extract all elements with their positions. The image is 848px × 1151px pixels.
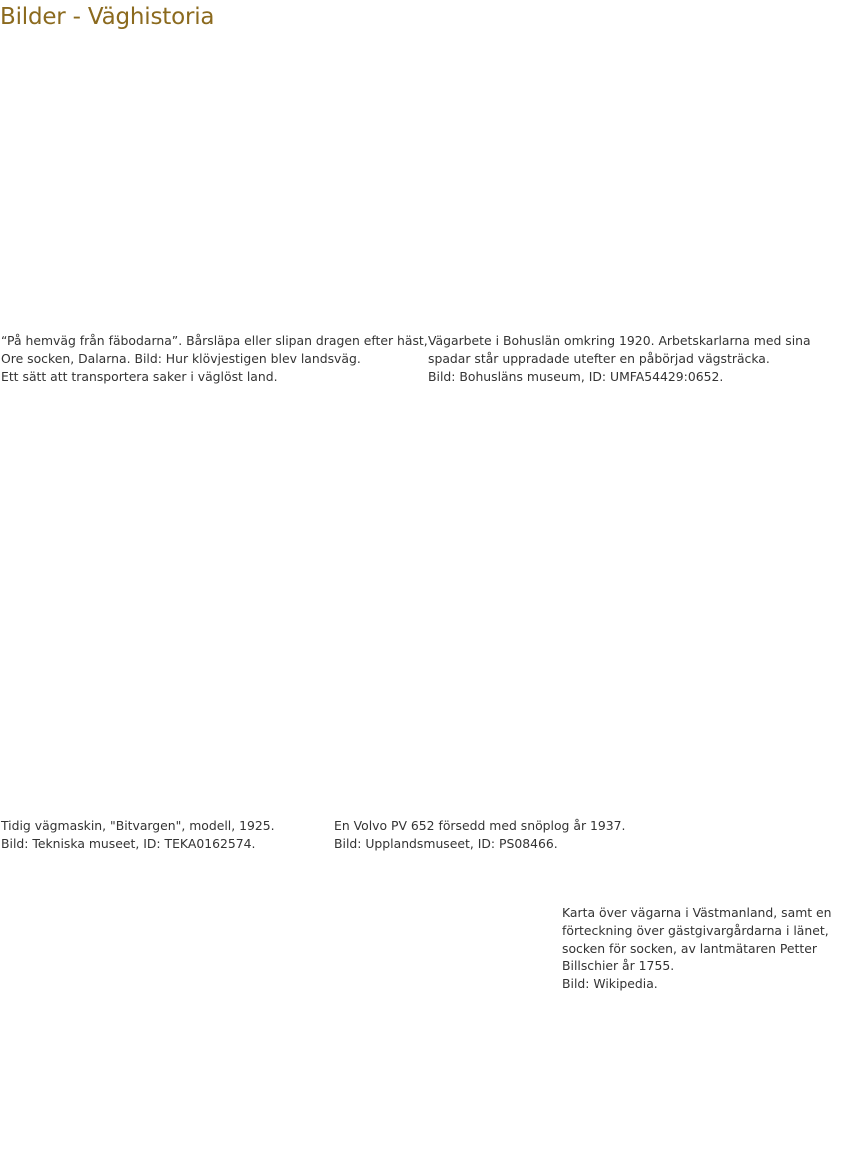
caption-line: Bild: Bohusläns museum, ID: UMFA54429:0652. [428, 368, 724, 384]
map-vastmanland [0, 870, 545, 1140]
caption-line: Bild: Tekniska museet, ID: TEKA0162574. [1, 835, 256, 851]
caption-vagarbete-bohuslan [428, 332, 838, 385]
caption-line: Ett sätt att transportera saker i väglöst land. [1, 368, 278, 384]
caption-line: Tidig vägmaskin, "Bitvargen", modell, 1925. [1, 818, 275, 833]
caption-line: spadar står uppradade utefter en påbörjad vägsträcka. [428, 350, 770, 366]
caption-volvo-snoplog [334, 817, 654, 853]
caption-line: Karta över vägarna i Västmanland, samt en [562, 905, 832, 920]
caption-line: Ore socken, Dalarna. Bild: Hur klövjestigen blev landsväg. [1, 350, 361, 366]
caption-line: Billschier år 1755. [562, 958, 675, 974]
photo-volvo-snoplog [334, 400, 654, 805]
caption-line: Vägarbete i Bohuslän omkring 1920. Arbetskarlarna med sina [428, 333, 811, 348]
photo-fabodarna [0, 44, 415, 324]
caption-karta-vastmanland [562, 904, 842, 993]
photo-vagarbete-bohuslan [428, 44, 843, 324]
caption-fabodarna [1, 332, 428, 385]
caption-line: En Volvo PV 652 försedd med snöplog år 1937. [334, 818, 626, 833]
page-title: Bilder - Väghistoria [0, 4, 215, 30]
caption-line: “På hemväg från fäbodarna”. Bårsläpa eller slipan dragen efter häst, [1, 333, 428, 348]
caption-line: Bild: Wikipedia. [562, 976, 658, 992]
caption-bitvargen [1, 817, 321, 853]
caption-line: Bild: Upplandsmuseet, ID: PS08466. [334, 835, 558, 851]
photo-bitvargen [0, 400, 320, 805]
caption-line: socken för socken, av lantmätaren Petter [562, 940, 817, 956]
caption-line: förteckning över gästgivargårdarna i länet, [562, 922, 829, 938]
